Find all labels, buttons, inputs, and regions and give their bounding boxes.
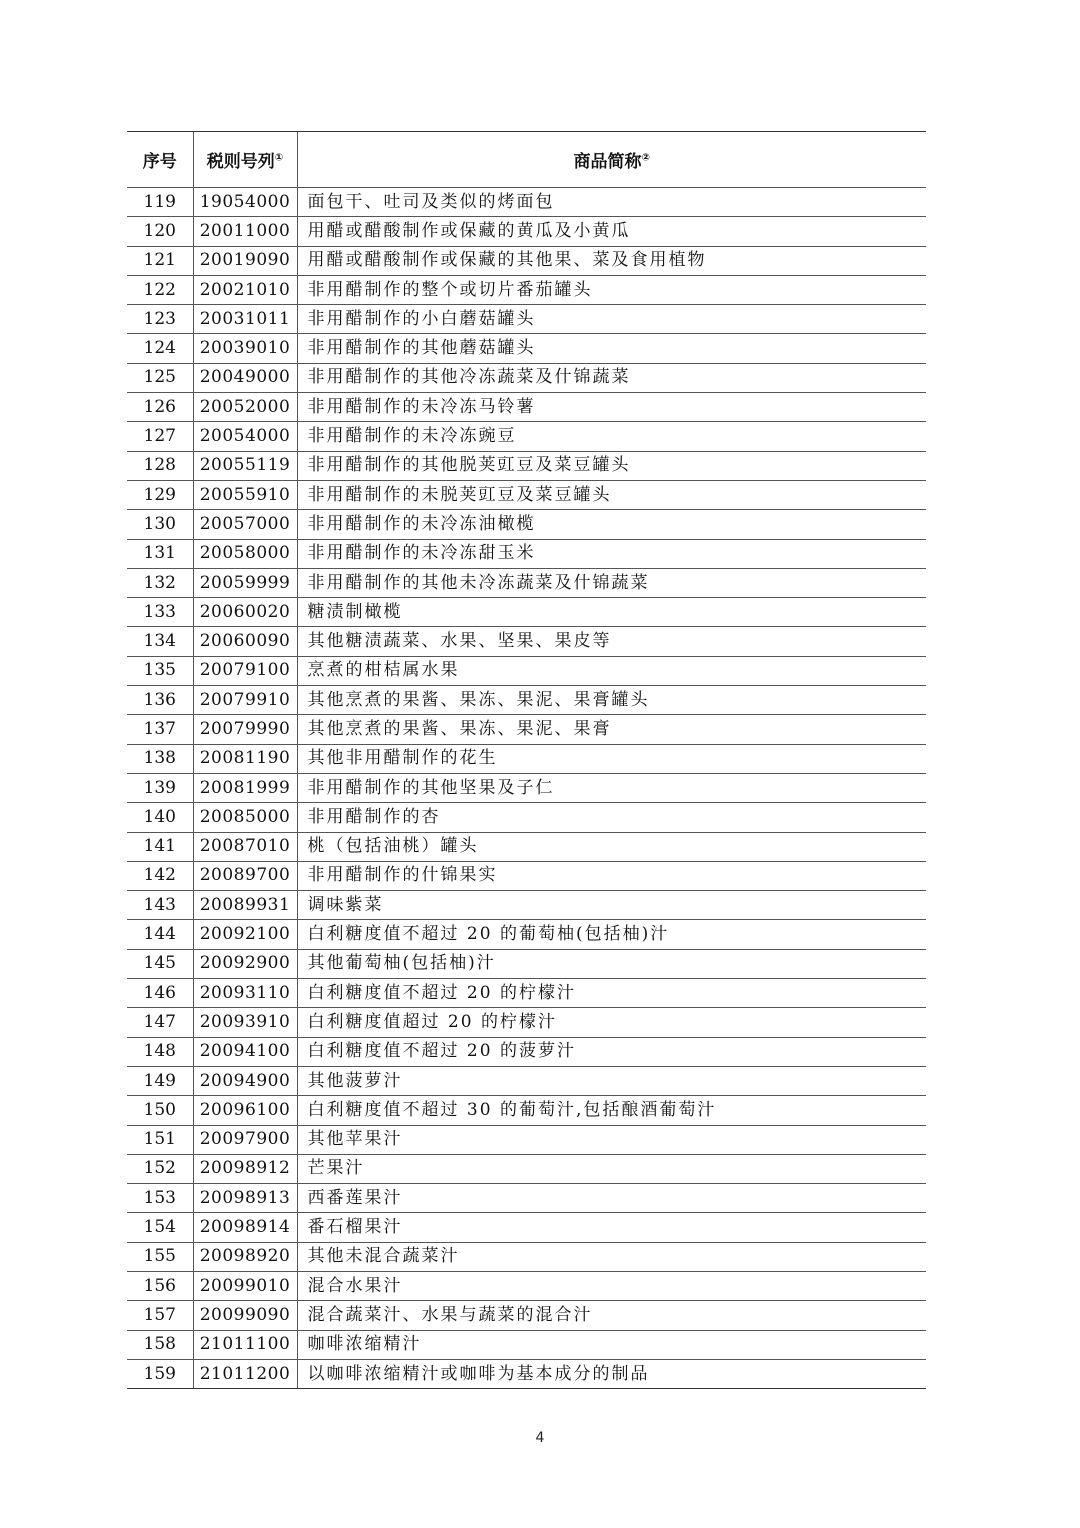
cell-tariff-code: 19054000 bbox=[193, 188, 297, 217]
footnote-mark-2: ② bbox=[641, 152, 650, 164]
table-row bbox=[127, 686, 926, 715]
cell-tariff-code: 20054000 bbox=[193, 422, 297, 451]
cell-tariff-code: 20039010 bbox=[193, 334, 297, 363]
table-row bbox=[127, 480, 926, 509]
cell-commodity-name: 混合水果汁 bbox=[297, 1271, 926, 1300]
cell-serial-number: 150 bbox=[127, 1096, 193, 1125]
cell-commodity-name: 糖渍制橄榄 bbox=[297, 598, 926, 627]
cell-commodity-name: 调味紫菜 bbox=[297, 891, 926, 920]
cell-serial-number: 156 bbox=[127, 1271, 193, 1300]
cell-tariff-code: 20060020 bbox=[193, 598, 297, 627]
cell-tariff-code: 20057000 bbox=[193, 510, 297, 539]
cell-serial-number: 122 bbox=[127, 275, 193, 304]
cell-tariff-code: 20079990 bbox=[193, 715, 297, 744]
cell-serial-number: 123 bbox=[127, 305, 193, 334]
cell-tariff-code: 20081999 bbox=[193, 773, 297, 802]
cell-commodity-name: 非用醋制作的未冷冻马铃薯 bbox=[297, 393, 926, 422]
table-row bbox=[127, 1330, 926, 1359]
cell-serial-number: 129 bbox=[127, 480, 193, 509]
table-row bbox=[127, 539, 926, 568]
cell-serial-number: 158 bbox=[127, 1330, 193, 1359]
table-row bbox=[127, 275, 926, 304]
cell-serial-number: 155 bbox=[127, 1242, 193, 1271]
cell-tariff-code: 20098913 bbox=[193, 1184, 297, 1213]
cell-tariff-code: 20081190 bbox=[193, 744, 297, 773]
cell-tariff-code: 20011000 bbox=[193, 217, 297, 246]
cell-serial-number: 143 bbox=[127, 891, 193, 920]
table-row bbox=[127, 1008, 926, 1037]
cell-serial-number: 136 bbox=[127, 686, 193, 715]
table-row bbox=[127, 1213, 926, 1242]
cell-serial-number: 149 bbox=[127, 1066, 193, 1095]
cell-commodity-name: 番石榴果汁 bbox=[297, 1213, 926, 1242]
cell-commodity-name: 面包干、吐司及类似的烤面包 bbox=[297, 188, 926, 217]
cell-serial-number: 151 bbox=[127, 1125, 193, 1154]
cell-commodity-name: 非用醋制作的未冷冻甜玉米 bbox=[297, 539, 926, 568]
header-serial-number: 序号 bbox=[127, 132, 193, 188]
table-row bbox=[127, 393, 926, 422]
table-row bbox=[127, 246, 926, 275]
cell-serial-number: 128 bbox=[127, 451, 193, 480]
cell-tariff-code: 20092900 bbox=[193, 949, 297, 978]
cell-tariff-code: 20052000 bbox=[193, 393, 297, 422]
cell-commodity-name: 非用醋制作的未脱荚豇豆及菜豆罐头 bbox=[297, 480, 926, 509]
cell-serial-number: 145 bbox=[127, 949, 193, 978]
cell-commodity-name: 其他苹果汁 bbox=[297, 1125, 926, 1154]
cell-commodity-name: 白利糖度值不超过 20 的菠萝汁 bbox=[297, 1037, 926, 1066]
cell-commodity-name: 用醋或醋酸制作或保藏的其他果、菜及食用植物 bbox=[297, 246, 926, 275]
cell-serial-number: 146 bbox=[127, 979, 193, 1008]
table-row bbox=[127, 334, 926, 363]
table-row bbox=[127, 979, 926, 1008]
cell-serial-number: 121 bbox=[127, 246, 193, 275]
cell-commodity-name: 非用醋制作的其他脱荚豇豆及菜豆罐头 bbox=[297, 451, 926, 480]
cell-tariff-code: 20031011 bbox=[193, 305, 297, 334]
cell-serial-number: 137 bbox=[127, 715, 193, 744]
table-row bbox=[127, 832, 926, 861]
tariff-table bbox=[127, 131, 926, 1389]
cell-serial-number: 157 bbox=[127, 1301, 193, 1330]
cell-commodity-name: 非用醋制作的整个或切片番茄罐头 bbox=[297, 275, 926, 304]
cell-tariff-code: 20087010 bbox=[193, 832, 297, 861]
cell-serial-number: 131 bbox=[127, 539, 193, 568]
cell-tariff-code: 20079100 bbox=[193, 656, 297, 685]
cell-tariff-code: 21011200 bbox=[193, 1359, 297, 1388]
cell-tariff-code: 20089700 bbox=[193, 861, 297, 890]
cell-commodity-name: 其他非用醋制作的花生 bbox=[297, 744, 926, 773]
table-row bbox=[127, 422, 926, 451]
cell-commodity-name: 非用醋制作的小白蘑菇罐头 bbox=[297, 305, 926, 334]
cell-commodity-name: 非用醋制作的其他冷冻蔬菜及什锦蔬菜 bbox=[297, 363, 926, 392]
table-row bbox=[127, 1301, 926, 1330]
header-row bbox=[127, 132, 926, 188]
cell-serial-number: 148 bbox=[127, 1037, 193, 1066]
cell-serial-number: 132 bbox=[127, 568, 193, 597]
page-number: 4 bbox=[535, 1430, 545, 1446]
cell-commodity-name: 芒果汁 bbox=[297, 1154, 926, 1183]
cell-commodity-name: 其他未混合蔬菜汁 bbox=[297, 1242, 926, 1271]
cell-commodity-name: 桃（包括油桃）罐头 bbox=[297, 832, 926, 861]
table-row bbox=[127, 1242, 926, 1271]
table-row bbox=[127, 1096, 926, 1125]
table-row bbox=[127, 363, 926, 392]
table-row bbox=[127, 510, 926, 539]
cell-commodity-name: 咖啡浓缩精汁 bbox=[297, 1330, 926, 1359]
cell-commodity-name: 非用醋制作的其他蘑菇罐头 bbox=[297, 334, 926, 363]
cell-serial-number: 134 bbox=[127, 627, 193, 656]
cell-serial-number: 138 bbox=[127, 744, 193, 773]
cell-commodity-name: 非用醋制作的未冷冻豌豆 bbox=[297, 422, 926, 451]
cell-serial-number: 126 bbox=[127, 393, 193, 422]
table-row bbox=[127, 773, 926, 802]
cell-tariff-code: 20049000 bbox=[193, 363, 297, 392]
cell-serial-number: 127 bbox=[127, 422, 193, 451]
cell-serial-number: 159 bbox=[127, 1359, 193, 1388]
cell-commodity-name: 非用醋制作的其他坚果及子仁 bbox=[297, 773, 926, 802]
cell-tariff-code: 20079910 bbox=[193, 686, 297, 715]
cell-tariff-code: 20085000 bbox=[193, 803, 297, 832]
cell-tariff-code: 20097900 bbox=[193, 1125, 297, 1154]
table-row bbox=[127, 1154, 926, 1183]
cell-tariff-code: 20089931 bbox=[193, 891, 297, 920]
table-row bbox=[127, 920, 926, 949]
cell-commodity-name: 白利糖度值超过 20 的柠檬汁 bbox=[297, 1008, 926, 1037]
cell-serial-number: 135 bbox=[127, 656, 193, 685]
cell-tariff-code: 20058000 bbox=[193, 539, 297, 568]
header-commodity-name: 商品简称② bbox=[297, 132, 926, 188]
cell-tariff-code: 20099010 bbox=[193, 1271, 297, 1300]
cell-commodity-name: 其他烹煮的果酱、果冻、果泥、果膏罐头 bbox=[297, 686, 926, 715]
cell-serial-number: 152 bbox=[127, 1154, 193, 1183]
cell-tariff-code: 20092100 bbox=[193, 920, 297, 949]
cell-commodity-name: 非用醋制作的杏 bbox=[297, 803, 926, 832]
cell-serial-number: 154 bbox=[127, 1213, 193, 1242]
cell-serial-number: 153 bbox=[127, 1184, 193, 1213]
cell-commodity-name: 烹煮的柑桔属水果 bbox=[297, 656, 926, 685]
table-row bbox=[127, 1271, 926, 1300]
table-body bbox=[127, 188, 926, 1389]
cell-tariff-code: 20096100 bbox=[193, 1096, 297, 1125]
table-row bbox=[127, 891, 926, 920]
table-row bbox=[127, 1037, 926, 1066]
table-row bbox=[127, 1359, 926, 1388]
cell-commodity-name: 其他菠萝汁 bbox=[297, 1066, 926, 1095]
header-tariff-code: 税则号列① bbox=[193, 132, 297, 188]
table-row bbox=[127, 803, 926, 832]
table-row bbox=[127, 1066, 926, 1095]
footnote-mark-1: ① bbox=[274, 152, 284, 164]
cell-tariff-code: 20094100 bbox=[193, 1037, 297, 1066]
cell-serial-number: 124 bbox=[127, 334, 193, 363]
table-header bbox=[127, 132, 926, 188]
table-row bbox=[127, 568, 926, 597]
cell-tariff-code: 21011100 bbox=[193, 1330, 297, 1359]
cell-tariff-code: 20098920 bbox=[193, 1242, 297, 1271]
table-row bbox=[127, 305, 926, 334]
cell-tariff-code: 20060090 bbox=[193, 627, 297, 656]
cell-tariff-code: 20098914 bbox=[193, 1213, 297, 1242]
cell-tariff-code: 20099090 bbox=[193, 1301, 297, 1330]
cell-tariff-code: 20093110 bbox=[193, 979, 297, 1008]
table-row bbox=[127, 451, 926, 480]
cell-tariff-code: 20093910 bbox=[193, 1008, 297, 1037]
cell-serial-number: 139 bbox=[127, 773, 193, 802]
cell-serial-number: 133 bbox=[127, 598, 193, 627]
cell-tariff-code: 20019090 bbox=[193, 246, 297, 275]
table-row bbox=[127, 1125, 926, 1154]
cell-commodity-name: 其他糖渍蔬菜、水果、坚果、果皮等 bbox=[297, 627, 926, 656]
cell-commodity-name: 非用醋制作的其他未冷冻蔬菜及什锦蔬菜 bbox=[297, 568, 926, 597]
cell-commodity-name: 西番莲果汁 bbox=[297, 1184, 926, 1213]
cell-commodity-name: 其他烹煮的果酱、果冻、果泥、果膏 bbox=[297, 715, 926, 744]
cell-commodity-name: 白利糖度值不超过 20 的柠檬汁 bbox=[297, 979, 926, 1008]
cell-commodity-name: 白利糖度值不超过 20 的葡萄柚(包括柚)汁 bbox=[297, 920, 926, 949]
cell-serial-number: 141 bbox=[127, 832, 193, 861]
cell-tariff-code: 20094900 bbox=[193, 1066, 297, 1095]
cell-serial-number: 119 bbox=[127, 188, 193, 217]
cell-commodity-name: 非用醋制作的什锦果实 bbox=[297, 861, 926, 890]
table-row bbox=[127, 217, 926, 246]
cell-serial-number: 140 bbox=[127, 803, 193, 832]
cell-tariff-code: 20059999 bbox=[193, 568, 297, 597]
cell-tariff-code: 20055119 bbox=[193, 451, 297, 480]
cell-serial-number: 125 bbox=[127, 363, 193, 392]
cell-serial-number: 144 bbox=[127, 920, 193, 949]
table-row bbox=[127, 656, 926, 685]
cell-tariff-code: 20055910 bbox=[193, 480, 297, 509]
cell-commodity-name: 混合蔬菜汁、水果与蔬菜的混合汁 bbox=[297, 1301, 926, 1330]
cell-commodity-name: 以咖啡浓缩精汁或咖啡为基本成分的制品 bbox=[297, 1359, 926, 1388]
cell-tariff-code: 20098912 bbox=[193, 1154, 297, 1183]
table-row bbox=[127, 715, 926, 744]
cell-serial-number: 130 bbox=[127, 510, 193, 539]
cell-commodity-name: 非用醋制作的未冷冻油橄榄 bbox=[297, 510, 926, 539]
cell-serial-number: 147 bbox=[127, 1008, 193, 1037]
table-row bbox=[127, 744, 926, 773]
cell-serial-number: 120 bbox=[127, 217, 193, 246]
table-row bbox=[127, 598, 926, 627]
table-row bbox=[127, 949, 926, 978]
cell-commodity-name: 其他葡萄柚(包括柚)汁 bbox=[297, 949, 926, 978]
cell-commodity-name: 用醋或醋酸制作或保藏的黄瓜及小黄瓜 bbox=[297, 217, 926, 246]
cell-commodity-name: 白利糖度值不超过 30 的葡萄汁,包括酿酒葡萄汁 bbox=[297, 1096, 926, 1125]
table-row bbox=[127, 627, 926, 656]
cell-tariff-code: 20021010 bbox=[193, 275, 297, 304]
cell-serial-number: 142 bbox=[127, 861, 193, 890]
table-row bbox=[127, 188, 926, 217]
table-row bbox=[127, 1184, 926, 1213]
table-row bbox=[127, 861, 926, 890]
